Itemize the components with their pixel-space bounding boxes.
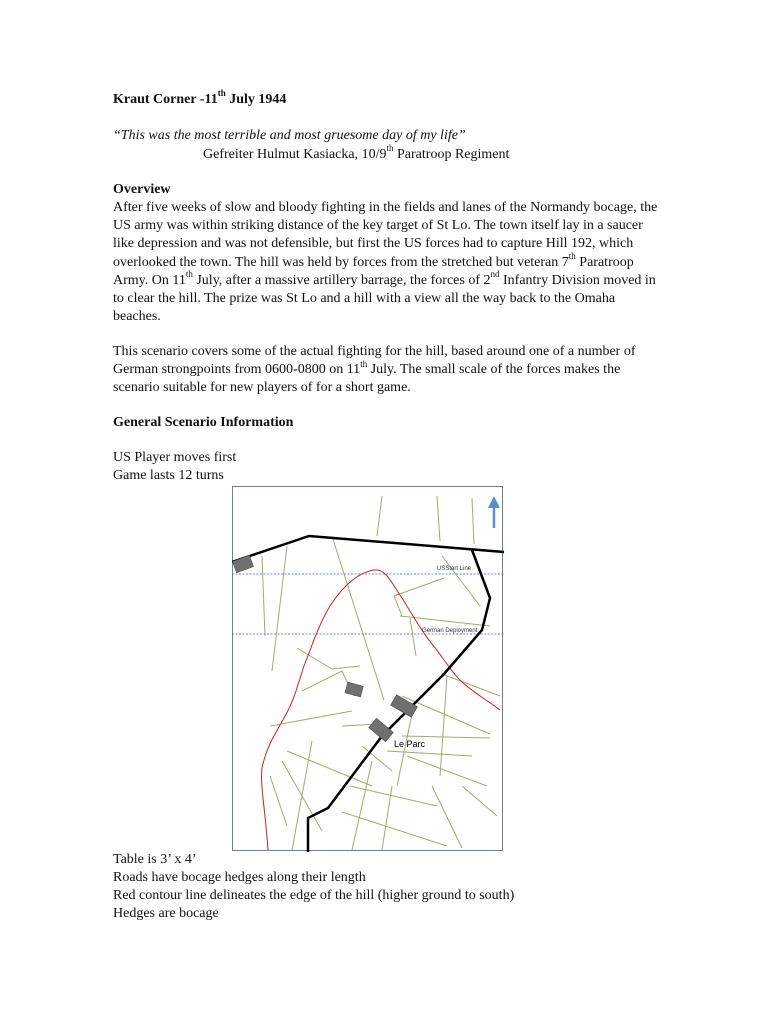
- general-info-heading: General Scenario Information: [113, 415, 294, 430]
- german-deployment-label: German Deployment: [422, 628, 478, 634]
- general-info-line-2: Game lasts 12 turns: [113, 468, 224, 483]
- note-line-4: Hedges are bocage: [113, 906, 219, 921]
- epigraph-quote: “This was the most terrible and most gruesome day of my life”: [113, 128, 466, 143]
- note-line-3: Red contour line delineates the edge of the hill (higher ground to south): [113, 888, 515, 903]
- us-start-line-label: USStart Line: [437, 566, 472, 572]
- overview-paragraph-2: This scenario covers some of the actual fighting for the hill, based around one of a number of German strongpoints from 0600-0800 on 11th July. The small scale of the forces makes the scenario suitable for new players of for a short game.: [113, 344, 636, 396]
- note-line-2: Roads have bocage hedges along their length: [113, 870, 366, 885]
- note-line-1: Table is 3’ x 4’: [113, 852, 197, 867]
- scenario-map: [232, 486, 504, 852]
- document-title: Kraut Corner -11th July 1944: [113, 88, 287, 107]
- overview-heading: Overview: [113, 182, 171, 197]
- le-parc-label: Le Parc: [394, 739, 426, 749]
- overview-paragraph-1: After five weeks of slow and bloody fighting in the fields and lanes of the Normandy bocage, the US army was within striking distance of the key target of St Lo. The town itself lay in a saucer like depression and was not defensible, but first the US forces had to capture Hill 192, which overlooked the town. The hill was held by forces from the stretched but veteran 7th Paratroop Army. On 11th July, after a massive artillery barrage, the forces of 2nd Infantry Division moved in to clear the hill. The prize was St Lo and a hill with a view all the way back to the Omaha beaches.: [113, 200, 658, 325]
- general-info-line-1: US Player moves first: [113, 450, 237, 465]
- epigraph-attribution: Gefreiter Hulmut Kasiacka, 10/9th Paratroop Regiment: [203, 143, 510, 162]
